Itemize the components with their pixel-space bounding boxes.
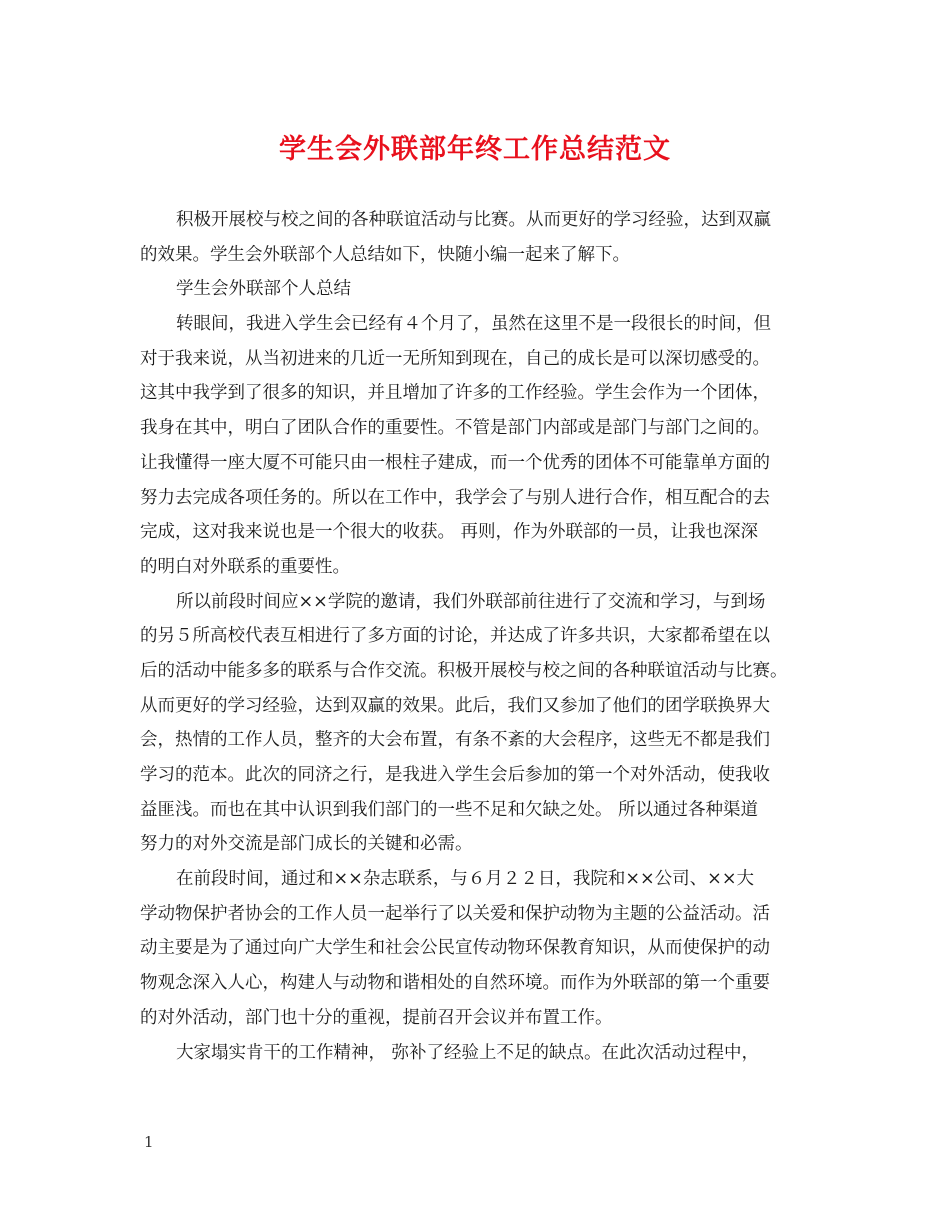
text-line: 这其中我学到了很多的知识，并且增加了许多的工作经验。学生会作为一个团体，	[140, 383, 770, 404]
text-line: 积极开展校与校之间的各种联谊活动与比赛。从而更好的学习经验，达到双赢	[176, 210, 771, 230]
text-line: 学动物保护者协会的工作人员一起举行了以关爱和保护动物为主题的公益活动。活	[140, 903, 770, 924]
text-line: 从而更好的学习经验，达到双赢的效果。此后，我们又参加了他们的团学联换界大	[140, 695, 770, 716]
text-line: 的另５所高校代表互相进行了多方面的讨论，并达成了许多共识，大家都希望在以	[140, 626, 770, 647]
text-line: 的明白对外联系的重要性。	[140, 556, 350, 577]
text-line: 学习的范本。此次的同济之行，是我进入学生会后参加的第一个对外活动，使我收	[140, 765, 770, 785]
text-line: 完成，这对我来说也是一个很大的收获。 再则，作为外联部的一员，让我也深深	[140, 522, 759, 543]
text-line: 的效果。学生会外联部个人总结如下，快随小编一起来了解下。	[140, 244, 630, 265]
text-line: 益匪浅。而也在其中认识到我们部门的一些不足和欠缺之处。 所以通过各种渠道	[140, 799, 759, 820]
text-line: 转眼间，我进入学生会已经有４个月了，虽然在这里不是一段很长的时间，但	[176, 314, 771, 335]
document-title: 学生会外联部年终工作总结范文	[279, 134, 671, 165]
text-line: 在前段时间，通过和××杂志联系，与６月２２日，我院和××公司、××大	[176, 869, 754, 890]
text-line: 后的活动中能多多的联系与合作交流。积极开展校与校之间的各种联谊活动与比赛。	[140, 660, 788, 681]
text-line: 努力去完成各项任务的。所以在工作中，我学会了与别人进行合作，相互配合的去	[140, 487, 770, 508]
text-line: 学生会外联部个人总结	[176, 279, 351, 300]
text-line: 所以前段时间应××学院的邀请，我们外联部前往进行了交流和学习，与到场	[176, 591, 766, 612]
text-line: 会，热情的工作人员，整齐的大会布置，有条不紊的大会程序，这些无不都是我们	[140, 730, 770, 751]
text-line: 物观念深入人心，构建人与动物和谐相处的自然环境。而作为外联部的第一个重要	[140, 973, 770, 994]
document-body	[140, 203, 820, 1070]
text-line: 努力的对外交流是部门成长的关键和必需。	[140, 834, 473, 855]
page-number: 1	[144, 1133, 154, 1151]
text-line: 对于我来说，从当初进来的几近一无所知到现在，自己的成长是可以深切感受的。	[140, 348, 770, 369]
text-line: 动主要是为了通过向广大学生和社会公民宣传动物环保教育知识，从而使保护的动	[140, 938, 770, 959]
text-line: 我身在其中，明白了团队合作的重要性。不管是部门内部或是部门与部门之间的。	[140, 418, 770, 439]
text-line: 让我懂得一座大厦不可能只由一根柱子建成，而一个优秀的团体不可能靠单方面的	[140, 452, 770, 473]
text-line: 的对外活动，部门也十分的重视，提前召开会议并布置工作。	[140, 1007, 613, 1028]
text-line: 大家塌实肯干的工作精神， 弥补了经验上不足的缺点。在此次活动过程中，	[176, 1042, 760, 1063]
